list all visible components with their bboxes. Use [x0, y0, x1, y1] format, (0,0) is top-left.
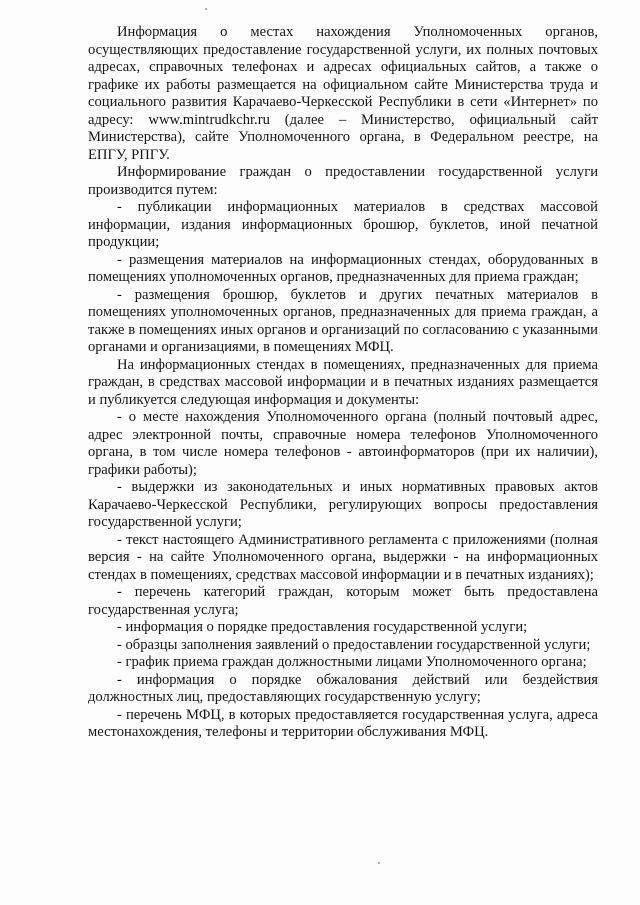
list-item-stands: - размещения материалов на информационных стендах, оборудованных в помещениях уполномоченных органов, предназначенных для приема граждан; [88, 251, 598, 285]
scan-speck [205, 8, 207, 10]
paragraph-informing-methods: Информирование граждан о предоставлении государственной услуги производится путем: [88, 164, 598, 198]
list-item-reception-schedule: - график приема граждан должностными лицами Уполномоченного органа; [117, 654, 587, 670]
list-item-application-samples: - образцы заполнения заявлений о предоставлении государственной услуги; [117, 636, 591, 653]
list-item-publications: - публикации информационных материалов в средствах массовой информации, издания информационных брошюр, буклетов, иной печатной продукции; [88, 199, 598, 250]
list-item-appeal-procedure: - информация о порядке обжалования действий или бездействия должностных лиц, предоставляющих государственную услугу; [88, 671, 598, 705]
list-item-procedure-info: - информация о порядке предоставления государственной услуги; [117, 619, 528, 635]
list-item-regulation-text: - текст настоящего Административного регламента с приложениями (полная версия - на сайте Уполномоченного органа, выдержки - на информационных стендах в помещениях, средствах массовой информации и в печатных изданиях); [88, 531, 598, 583]
list-item-location: - о месте нахождения Уполномоченного органа (полный почтовый адрес, адрес электронной почты, справочные номера телефонов Уполномоченного органа, в том числе номера телефонов - автоинформаторов (при их наличии), графики работы); [88, 409, 598, 478]
scan-speck [378, 862, 380, 864]
list-item-mfc-list: - перечень МФЦ, в которых предоставляется государственная услуга, адреса местонахождения, телефоны и территории обслуживания МФЦ. [88, 706, 598, 740]
paragraph-info-locations: Информация о местах нахождения Уполномоченных органов, осуществляющих предоставление государственной услуги, их полных почтовых адресах, справочных телефонах и адресах официальных сайтов, а также о графике их работы размещается на официальном сайте Министерства труда и социального развития Карачаево-Черкесской Республики в сети «Интернет» по адресу: www.mintrudkchr.ru (далее – Министерство, официальный сайт Министерства), сайте Уполномоченного органа, в Федеральном реестре, на ЕПГУ, РПГУ. [88, 24, 598, 163]
paragraph-stands-info: На информационных стендах в помещениях, предназначенных для приема граждан, в средствах массовой информации и в печатных изданиях размещается и публикуется следующая информация и документы: [88, 356, 598, 408]
list-item-legal-acts: - выдержки из законодательных и иных нормативных правовых актов Карачаево-Черкесской Республики, регулирующих вопросы предоставления государственной услуги; [88, 479, 598, 530]
list-item-citizen-categories: - перечень категорий граждан, которым может быть предоставлена государственная услуга; [88, 584, 598, 618]
list-item-brochures: - размещения брошюр, буклетов и других печатных материалов в помещениях уполномоченных органов, предназначенных для приема граждан, а также в помещениях иных органов и организаций по согласованию с указанными органами и организациями, в помещениях МФЦ. [88, 286, 598, 355]
